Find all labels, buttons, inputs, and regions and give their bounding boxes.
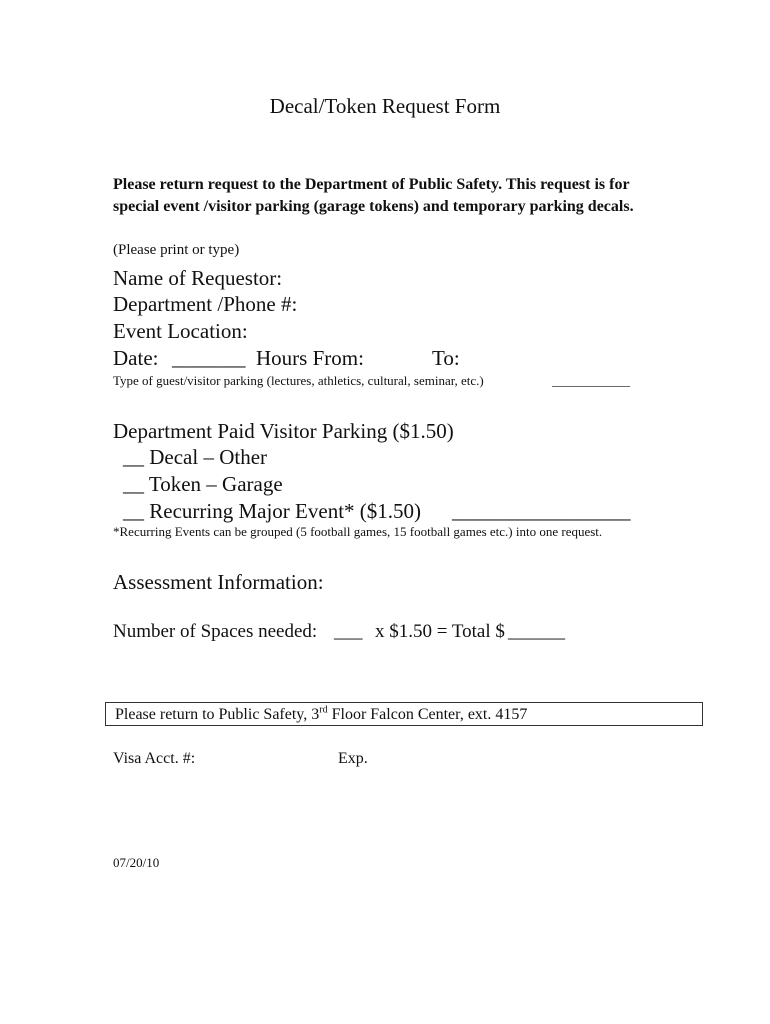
revision-date: 07/20/10: [113, 855, 160, 870]
intro-line-1: Please return request to the Department of Public Safety. This request is for: [113, 176, 630, 193]
assessment-heading: Assessment Information:: [113, 570, 324, 594]
guest-type-label: Type of guest/visitor parking (lectures, athletics, cultural, seminar, etc.): [113, 373, 484, 388]
total-blank: ______: [508, 621, 565, 642]
hours-from-label: Hours From:: [256, 346, 364, 370]
intro-line-2: special event /visitor parking (garage tokens) and temporary parking decals.: [113, 198, 634, 215]
date-label: Date:: [113, 346, 159, 370]
guest-type-blank: ____________: [552, 373, 630, 388]
dept-paid-heading: Department Paid Visitor Parking ($1.50): [113, 419, 454, 443]
spaces-needed-blank: ___: [334, 621, 363, 642]
option-token-garage: __ Token – Garage: [123, 472, 283, 496]
department-phone-label: Department /Phone #:: [113, 292, 298, 316]
spaces-needed-label: Number of Spaces needed:: [113, 621, 318, 642]
spaces-calculation: x $1.50 = Total $: [375, 621, 505, 642]
recurring-event-blank: _________________: [452, 499, 631, 523]
date-field-blank: _______: [172, 346, 246, 370]
return-notice-text: [115, 706, 527, 724]
return-notice-after: Floor Falcon Center, ext. 4157: [327, 706, 528, 723]
requestor-name-label: Name of Requestor:: [113, 266, 283, 290]
print-note: (Please print or type): [113, 242, 240, 258]
form-title: Decal/Token Request Form: [269, 94, 501, 118]
return-notice-before: Please return to Public Safety, 3: [115, 706, 320, 723]
return-notice-box: [105, 702, 703, 726]
recurring-events-note: *Recurring Events can be grouped (5 football games, 15 football games etc.) into one request.: [113, 524, 603, 539]
event-location-label: Event Location:: [113, 319, 248, 343]
visa-account-label: Visa Acct. #:: [113, 750, 196, 767]
to-label: To:: [432, 346, 460, 370]
return-notice-ordinal: rd: [319, 704, 328, 716]
expiration-label: Exp.: [338, 750, 368, 767]
option-decal-other: __ Decal – Other: [123, 445, 268, 469]
option-recurring-major-event: __ Recurring Major Event* ($1.50): [123, 499, 422, 523]
